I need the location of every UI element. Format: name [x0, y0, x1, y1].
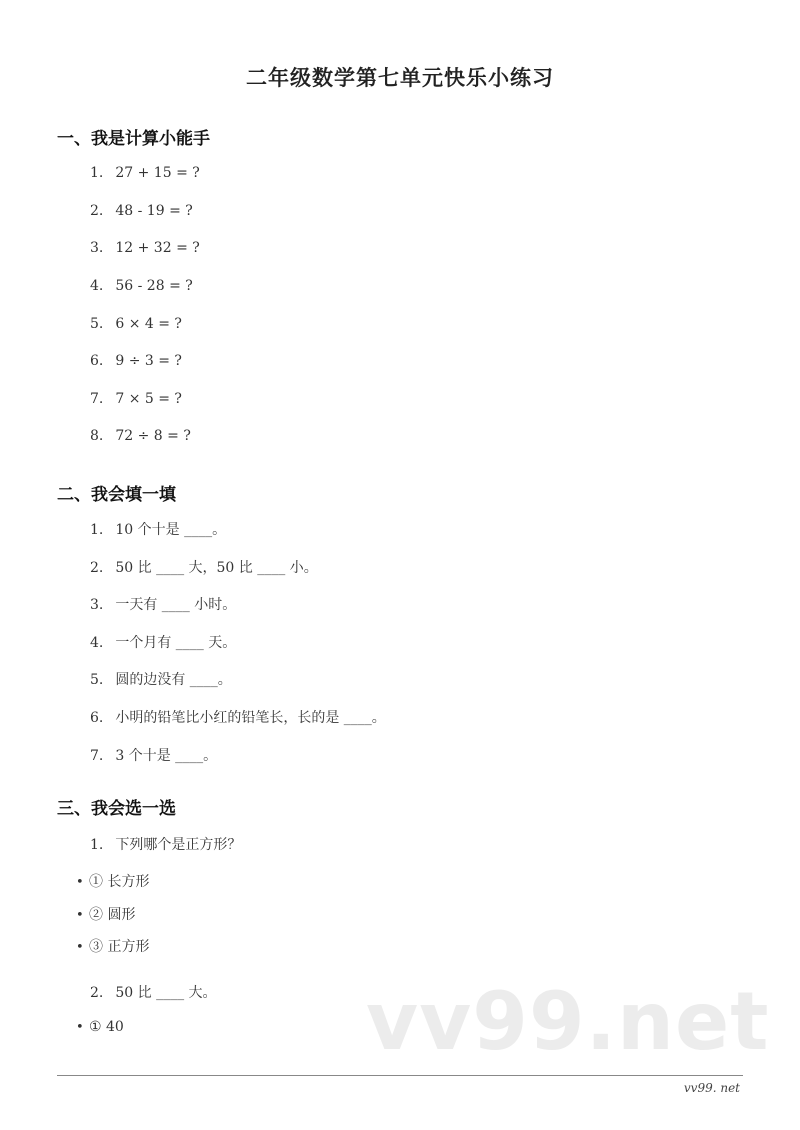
question-text: 6 × 4 = ?: [115, 316, 182, 332]
bullet-icon: •: [76, 908, 84, 923]
question-item: [90, 982, 217, 1002]
question-text: 下列哪个是正方形？: [115, 837, 242, 853]
option-text: ② 圆形: [89, 907, 136, 923]
question-item: [90, 834, 241, 854]
question-number: 1.: [90, 522, 104, 538]
choice-option: [76, 1019, 124, 1035]
question-number: 3.: [90, 597, 104, 613]
question-item: [90, 594, 236, 614]
question-item: [90, 391, 182, 407]
question-text: 56 - 28 = ?: [115, 278, 193, 294]
question-item: [90, 707, 386, 727]
question-number: 5.: [90, 316, 104, 332]
choice-option: [76, 936, 149, 956]
question-number: 4.: [90, 278, 104, 294]
question-item: [90, 632, 236, 652]
question-number: 6.: [90, 353, 104, 369]
question-text: 50 比 ____ 大。: [115, 985, 217, 1001]
question-number: 7.: [90, 391, 104, 407]
bullet-icon: •: [76, 940, 84, 955]
question-item: [90, 428, 191, 444]
question-item: [90, 165, 200, 181]
question-item: [90, 278, 193, 294]
question-text: 12 + 32 = ?: [115, 240, 200, 256]
choice-option: [76, 904, 135, 924]
question-text: 一个月有 ____ 天。: [115, 635, 237, 651]
footer-site-text: vv99. net: [683, 1081, 740, 1095]
question-text: 3 个十是 ____。: [115, 748, 218, 764]
question-number: 4.: [90, 635, 104, 651]
question-item: [90, 353, 182, 369]
question-number: 6.: [90, 710, 104, 726]
question-item: [90, 519, 226, 539]
question-number: 7.: [90, 748, 104, 764]
question-number: 1.: [90, 837, 104, 853]
footer-divider: [57, 1075, 743, 1076]
question-item: [90, 745, 217, 765]
question-text: 10 个十是 ____。: [115, 522, 227, 538]
section-heading-calculation: 一、我是计算小能手: [57, 129, 210, 149]
question-item: [90, 316, 182, 332]
question-number: 2.: [90, 985, 104, 1001]
question-text: 72 ÷ 8 = ?: [115, 428, 191, 444]
bullet-icon: •: [76, 875, 84, 890]
section-heading-fill-blank: 二、我会填一填: [57, 485, 176, 505]
question-text: 一天有 ____ 小时。: [115, 597, 237, 613]
question-text: 48 - 19 = ?: [115, 203, 193, 219]
question-text: 圆的边没有 ____。: [115, 672, 232, 688]
section-heading-multiple-choice: 三、我会选一选: [57, 799, 176, 819]
option-text: ③ 正方形: [89, 939, 150, 955]
question-item: [90, 240, 200, 256]
question-number: 8.: [90, 428, 104, 444]
bullet-icon: •: [76, 1020, 84, 1035]
option-text: ① 40: [89, 1019, 124, 1035]
question-number: 3.: [90, 240, 104, 256]
question-text: 小明的铅笔比小红的铅笔长，长的是 ____。: [115, 710, 386, 726]
watermark: vv99.net: [366, 975, 770, 1068]
question-number: 5.: [90, 672, 104, 688]
question-text: 50 比 ____ 大，50 比 ____ 小。: [115, 560, 318, 576]
question-item: [90, 557, 318, 577]
question-text: 9 ÷ 3 = ?: [115, 353, 182, 369]
question-text: 7 × 5 = ?: [115, 391, 182, 407]
question-item: [90, 203, 193, 219]
question-number: 1.: [90, 165, 104, 181]
question-text: 27 + 15 = ?: [115, 165, 200, 181]
question-number: 2.: [90, 560, 104, 576]
page-title: 二年级数学第七单元快乐小练习: [246, 65, 554, 90]
option-text: ① 长方形: [89, 874, 150, 890]
question-number: 2.: [90, 203, 104, 219]
question-item: [90, 669, 232, 689]
choice-option: [76, 871, 149, 891]
